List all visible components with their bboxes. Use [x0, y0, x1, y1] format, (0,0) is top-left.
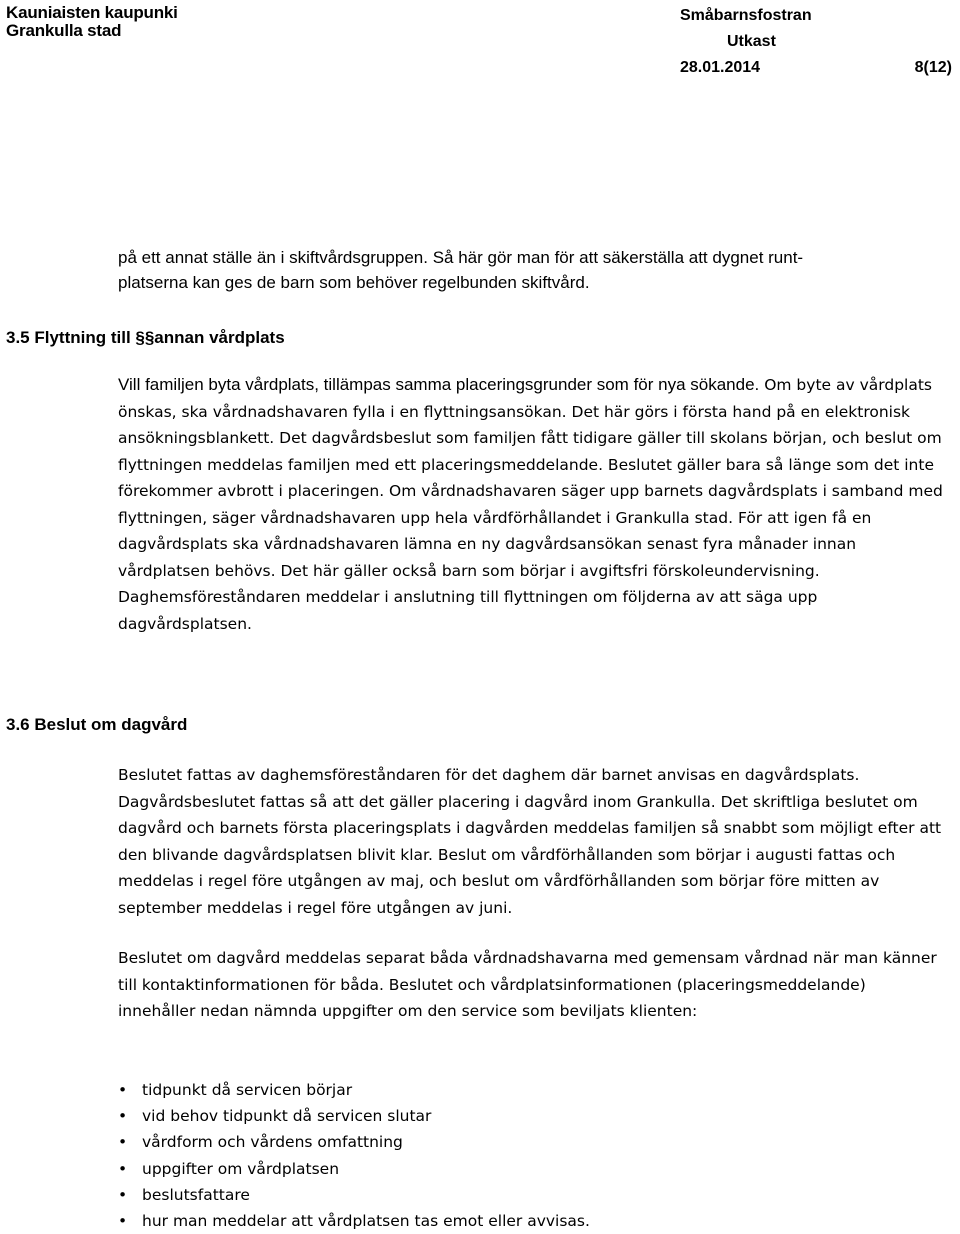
bullet-icon: • [118, 1212, 128, 1231]
list-item [118, 1129, 948, 1155]
list-item [118, 1077, 948, 1103]
section-3-6-paragraph-2: Beslutet om dagvård meddelas separat båda vårdnadshavarna med gemensam vårdnad när man känner till kontaktinformationen för båda. Beslutet och vårdplatsinformationen (placeringsmeddelande) innehåller nedan nämnda uppgifter om den service som beviljats klienten: [118, 949, 937, 1020]
bullet-icon: • [118, 1133, 128, 1152]
intro-paragraph [118, 245, 948, 295]
document-title: Småbarnsfostran [680, 7, 812, 24]
section-3-5-sentence-1: Vill familjen byta vårdplats, tillämpas samma placeringsgrunder som för nya sökande. [118, 375, 760, 394]
bullet-icon: • [118, 1185, 128, 1204]
bullet-icon: • [118, 1159, 128, 1178]
bullet-icon: • [118, 1107, 128, 1126]
list-item [118, 1182, 948, 1208]
list-item-text: tidpunkt då servicen börjar [142, 1081, 353, 1099]
service-info-list [118, 1077, 948, 1234]
list-item-text: beslutsfattare [142, 1185, 250, 1204]
section-3-5-text: Om byte av vårdplats önskas, ska vårdnadshavaren fylla i en flyttningsansökan. Det här görs i första hand på en elektronisk ansökningsblankett. Det dagvårdsbeslut som familjen fått tidigare gäller till skolans början, och beslut om flyttningen meddelas familjen med ett placeringsmeddelande. Beslutet gäller bara så länge som det inte förekommer avbrott i placeringen. Om vårdnadshavaren säger upp barnets dagvårdsplats i samband med flyttningen, säger vårdnadshavaren upp hela vårdförhållandet i Grankulla stad. För att igen få en dagvårdsplats ska vårdnadshavaren lämna en ny dagvårdsansökan senast fyra månader innan vårdplatsen behövs. Det här gäller också barn som börjar i avgiftsfri förskoleundervisning. Daghemsföreståndaren meddelar i anslutning till flyttningen om följderna av att säga upp dagvårdsplatsen. [118, 376, 943, 633]
intro-line-2: platserna kan ges de barn som behöver regelbunden skiftvård. [118, 273, 590, 292]
organization-logo [6, 4, 178, 40]
list-item [118, 1103, 948, 1129]
list-item [118, 1208, 948, 1234]
logo-line-finnish: Kauniaisten kaupunki [6, 3, 178, 22]
list-item-text: uppgifter om vårdplatsen [142, 1159, 340, 1178]
document-status: Utkast [727, 33, 776, 50]
page-number: 8(12) [914, 59, 952, 76]
logo-line-swedish: Grankulla stad [6, 21, 122, 40]
section-heading-3-6: 3.6 Beslut om dagvård [6, 715, 188, 734]
bullet-icon: • [118, 1081, 128, 1099]
section-3-6-paragraph-1: Beslutet fattas av daghemsföreståndaren för det daghem där barnet anvisas en dagvårdsplats. Dagvårdsbeslutet fattas så att det gäller placering i dagvård inom Grankulla. Det skriftliga beslutet om dagvård och barnets första placeringsplats i dagvården meddelas familjen så snabbt som möjligt efter att den blivande dagvårdsplatsen blivit klar. Beslut om vårdförhållanden som börjar i augusti fattas och meddelas i regel före utgången av maj, och beslut om vårdförhållanden som börjar före mitten av september meddelas i regel före utgången av juni. [118, 766, 942, 917]
list-item-text: hur man meddelar att vårdplatsen tas emot eller avvisas. [142, 1212, 590, 1231]
section-heading-3-5: 3.5 Flyttning till §§annan vårdplats [6, 328, 285, 347]
section-3-5-paragraph [118, 372, 948, 637]
document-date: 28.01.2014 [680, 59, 761, 76]
list-item-text: vårdform och vårdens omfattning [142, 1133, 403, 1152]
list-item-text: vid behov tidpunkt då servicen slutar [142, 1107, 432, 1126]
list-item [118, 1156, 948, 1182]
intro-line-1: på ett annat ställe än i skiftvårdsgruppen. Så här gör man för att säkerställa att dygnet runt- [118, 248, 804, 267]
document-header [612, 6, 952, 84]
